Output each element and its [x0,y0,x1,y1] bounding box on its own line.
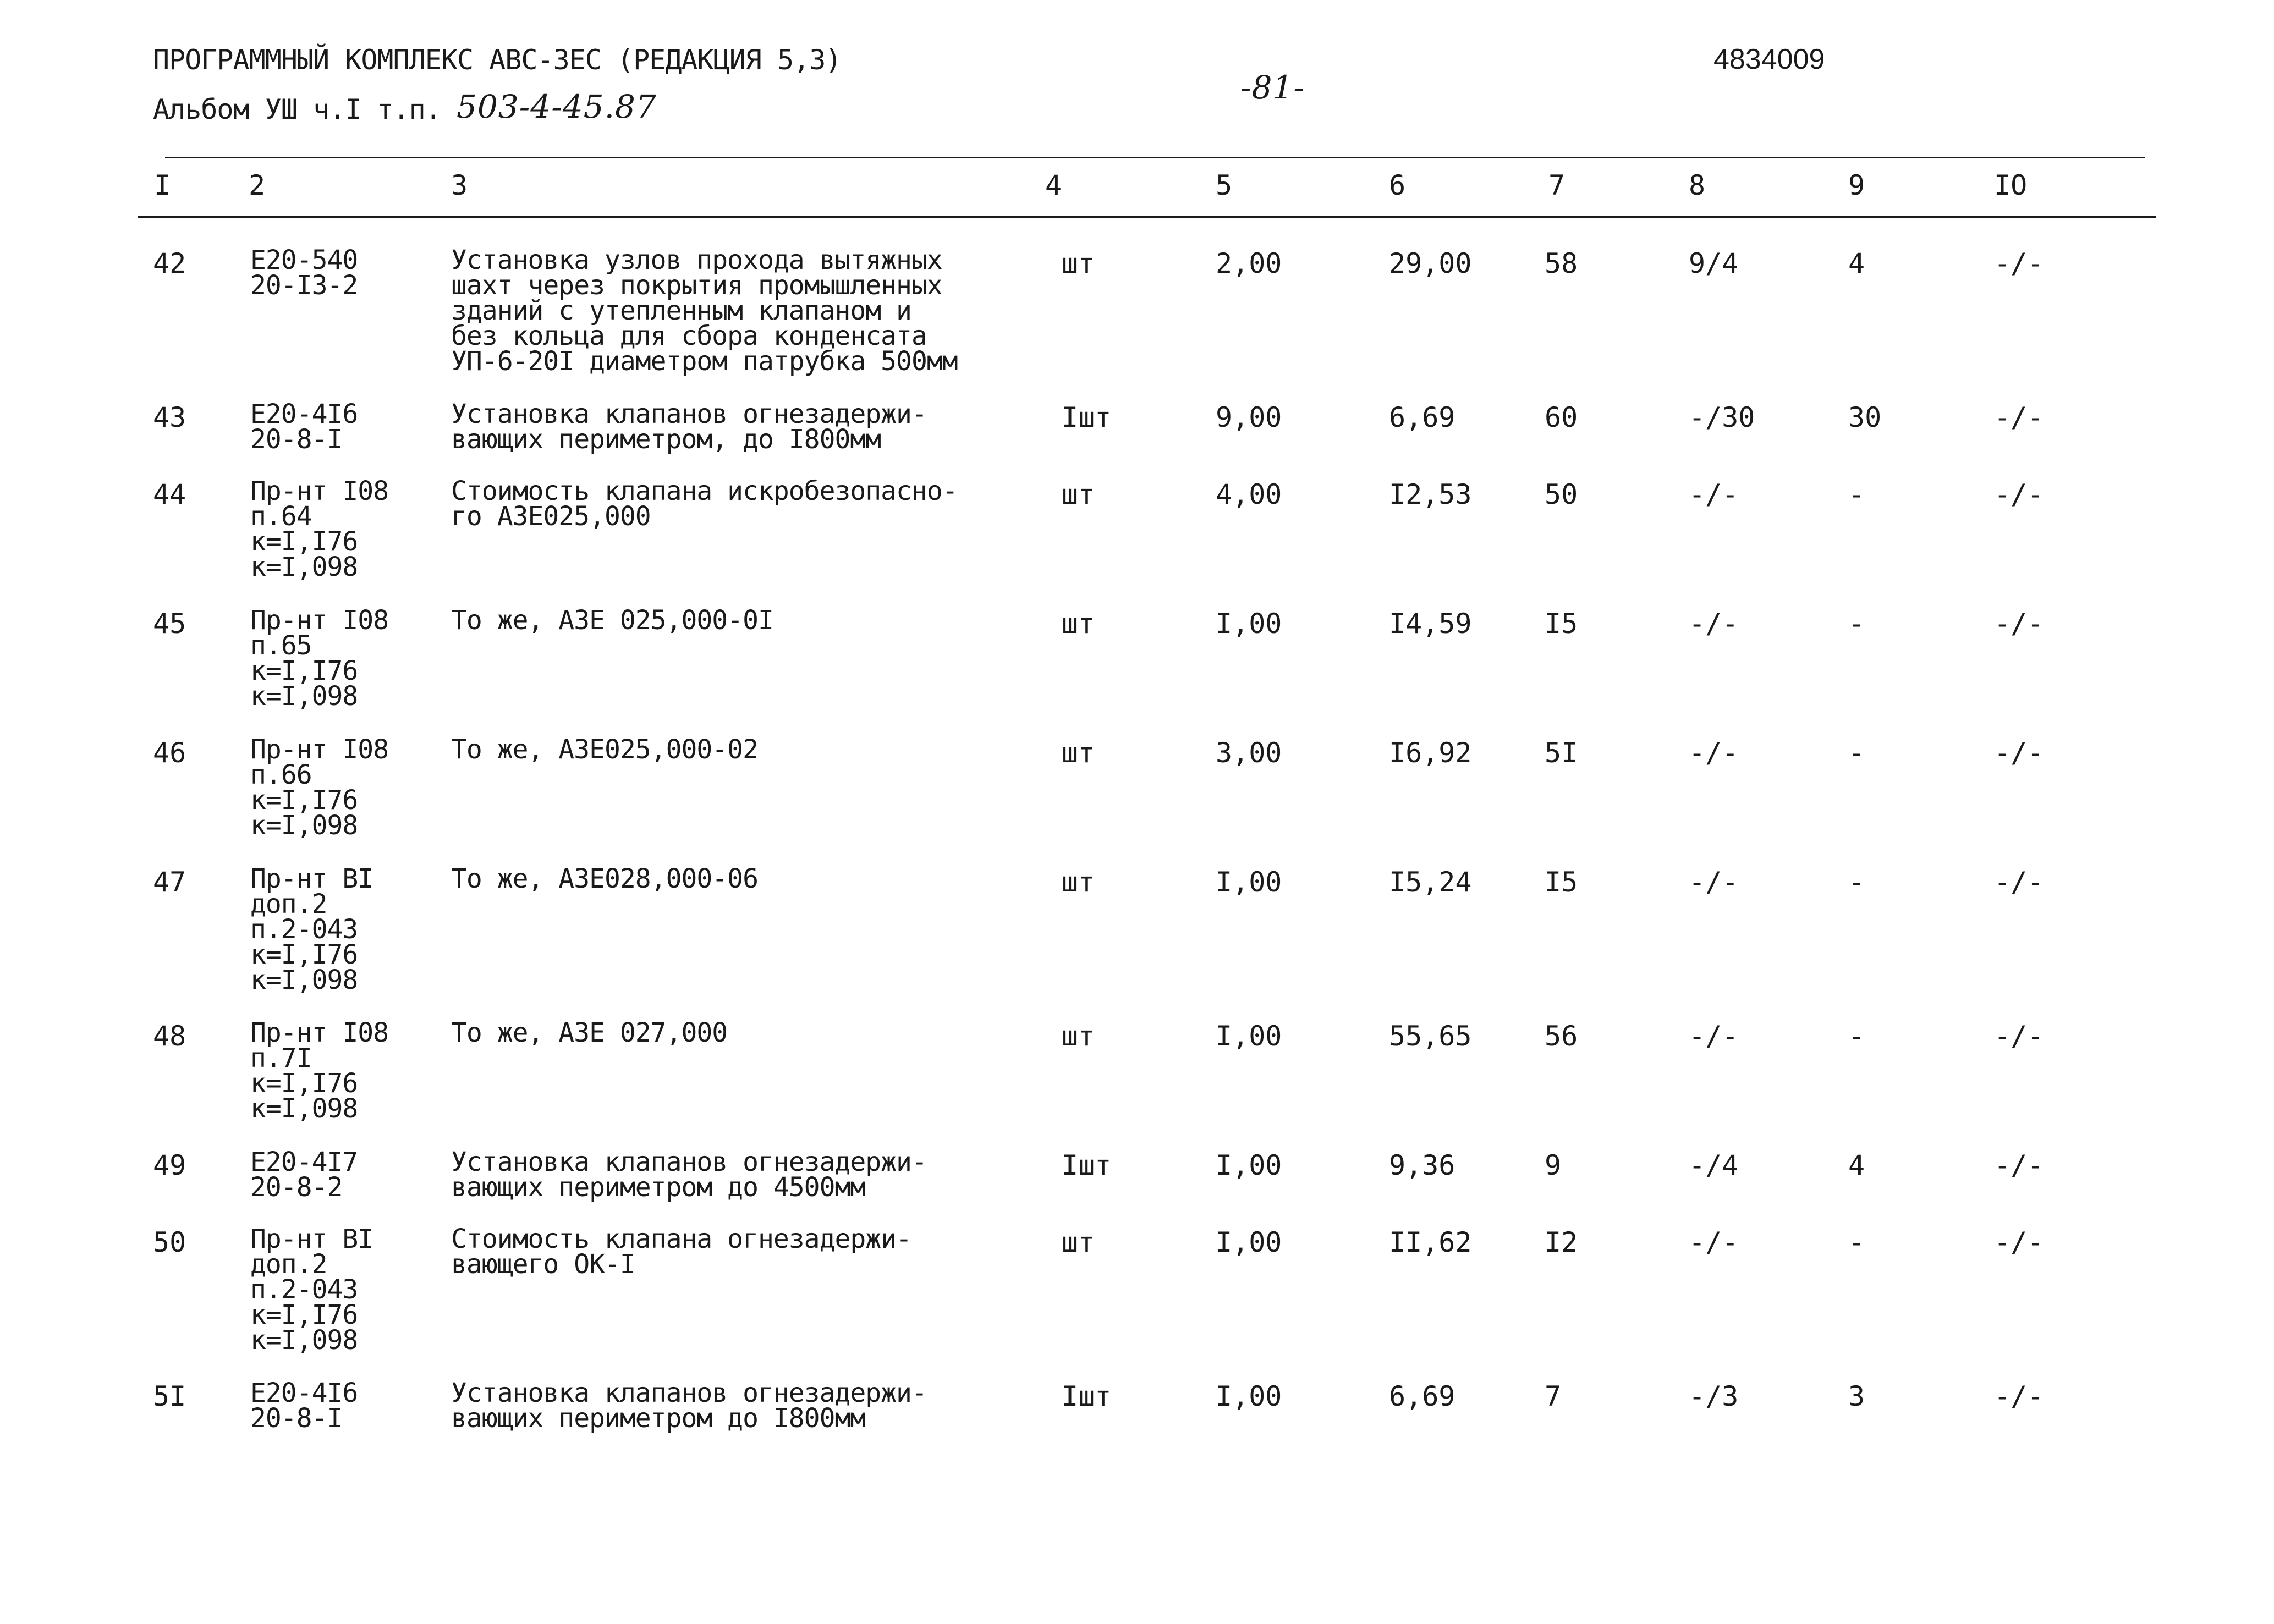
column-header-3: 3 [451,169,468,201]
row-col9: - [1848,866,1865,898]
row-quantity: I,00 [1216,608,1282,640]
row-quantity: 4,00 [1216,478,1282,510]
row-code: Пр-нт I08 п.7I к=I,I76 к=I,098 [250,1017,389,1124]
row-number: 44 [153,478,186,510]
column-header-1: I [154,169,171,201]
row-code: Пр-нт BI доп.2 п.2-043 к=I,I76 к=I,098 [250,863,373,995]
column-header-7: 7 [1548,169,1566,201]
row-total: 50 [1545,478,1578,510]
row-col10: -/- [1994,737,2044,769]
row-col8: -/- [1689,608,1739,640]
row-col9: - [1848,737,1865,769]
row-quantity: I,00 [1216,1380,1282,1412]
column-header-4: 4 [1045,169,1062,201]
row-col8: -/- [1689,478,1739,510]
column-header-8: 8 [1689,169,1706,201]
row-number: 50 [153,1226,186,1258]
row-unit: Iшт [1062,1149,1112,1181]
row-unit: шт [1062,608,1095,640]
row-number: 46 [153,737,186,769]
row-unit: шт [1062,737,1095,769]
row-code: Пр-нт I08 п.65 к=I,I76 к=I,098 [250,605,389,712]
column-header-2: 2 [249,169,266,201]
row-total: 9 [1545,1149,1562,1181]
row-unit-price: I5,24 [1389,866,1472,898]
row-col10: -/- [1994,1226,2044,1258]
row-col8: -/3 [1689,1380,1739,1412]
row-description: Установка клапанов огнезадержи- вающих периметром, до I800мм [451,399,927,455]
row-description: То же, АЗЕ 025,000-0I [451,605,773,636]
row-code: Пр-нт I08 п.64 к=I,I76 к=I,098 [250,476,389,582]
row-col10: -/- [1994,247,2044,279]
row-total: I5 [1545,866,1578,898]
row-col10: -/- [1994,478,2044,510]
album-label: Альбом УШ ч.I т.п. [153,93,441,125]
row-description: Стоимость клапана огнезадержи- вающего ОК-I [451,1224,911,1280]
row-description: Стоимость клапана искробезопасно- го АЗЕ025,000 [451,476,958,532]
row-col8: -/30 [1689,401,1755,433]
row-description: То же, АЗЕ 027,000 [451,1017,728,1048]
row-unit-price: II,62 [1389,1226,1472,1258]
row-total: 60 [1545,401,1578,433]
row-col10: -/- [1994,608,2044,640]
row-total: I2 [1545,1226,1578,1258]
row-col10: -/- [1994,1380,2044,1412]
row-total: 58 [1545,247,1578,279]
row-description: То же, АЗЕ025,000-02 [451,734,758,765]
row-unit: Iшт [1062,401,1112,433]
row-code: Е20-4I7 20-8-2 [250,1147,358,1203]
row-col9: - [1848,1226,1865,1258]
row-unit: Iшт [1062,1380,1112,1412]
row-unit: шт [1062,247,1095,279]
row-description: Установка узлов прохода вытяжных шахт через покрытия промышленных зданий с утепленным клапаном и без кольца для сбора конденсата УП-6-20I диаметром патрубка 500мм [451,245,958,377]
row-col8: 9/4 [1689,247,1739,279]
row-col10: -/- [1994,1149,2044,1181]
row-number: 5I [153,1380,186,1412]
row-unit-price: I4,59 [1389,608,1472,640]
album-reference-handwritten: 503-4-45.87 [457,88,657,125]
row-quantity: I,00 [1216,866,1282,898]
row-quantity: I,00 [1216,1149,1282,1181]
row-col10: -/- [1994,866,2044,898]
row-code: Е20-4I6 20-8-I [250,399,358,455]
row-code: Е20-540 20-I3-2 [250,245,358,301]
table-top-rule [165,157,2145,158]
row-col9: - [1848,478,1865,510]
row-quantity: I,00 [1216,1226,1282,1258]
row-unit: шт [1062,478,1095,510]
row-number: 45 [153,608,186,640]
column-header-10: IO [1994,169,2028,201]
row-quantity: 2,00 [1216,247,1282,279]
row-quantity: I,00 [1216,1020,1282,1052]
row-col9: 3 [1848,1380,1865,1412]
row-unit-price: 9,36 [1389,1149,1455,1181]
row-number: 42 [153,247,186,279]
row-code: Е20-4I6 20-8-I [250,1378,358,1434]
column-header-6: 6 [1389,169,1406,201]
row-unit-price: I2,53 [1389,478,1472,510]
column-header-9: 9 [1848,169,1865,201]
page-number: -81- [1240,69,1305,106]
column-header-5: 5 [1216,169,1233,201]
row-col9: 4 [1848,1149,1865,1181]
row-unit-price: 29,00 [1389,247,1472,279]
row-unit-price: I6,92 [1389,737,1472,769]
row-total: 5I [1545,737,1578,769]
row-unit: шт [1062,1226,1095,1258]
row-col9: 4 [1848,247,1865,279]
row-unit: шт [1062,866,1095,898]
row-total: 56 [1545,1020,1578,1052]
row-col9: - [1848,608,1865,640]
row-code: Пр-нт I08 п.66 к=I,I76 к=I,098 [250,734,389,841]
row-description: Установка клапанов огнезадержи- вающих периметром до I800мм [451,1378,927,1434]
row-col9: 30 [1848,401,1882,433]
document-title: ПРОГРАММНЫЙ КОМПЛЕКС АВС-ЗЕС (РЕДАКЦИЯ 5,3) [153,44,842,76]
row-total: I5 [1545,608,1578,640]
row-number: 48 [153,1020,186,1052]
row-code: Пр-нт BI доп.2 п.2-043 к=I,I76 к=I,098 [250,1224,373,1356]
row-col8: -/4 [1689,1149,1739,1181]
row-col10: -/- [1994,401,2044,433]
row-col9: - [1848,1020,1865,1052]
row-unit-price: 55,65 [1389,1020,1472,1052]
row-number: 43 [153,401,186,433]
row-number: 49 [153,1149,186,1181]
row-total: 7 [1545,1380,1562,1412]
row-unit-price: 6,69 [1389,401,1455,433]
row-unit: шт [1062,1020,1095,1052]
row-number: 47 [153,866,186,898]
row-col8: -/- [1689,1226,1739,1258]
row-description: Установка клапанов огнезадержи- вающих периметром до 4500мм [451,1147,927,1203]
row-col8: -/- [1689,866,1739,898]
row-description: То же, АЗЕ028,000-06 [451,863,758,894]
row-col8: -/- [1689,737,1739,769]
row-quantity: 3,00 [1216,737,1282,769]
table-header-rule [138,216,2156,218]
row-col10: -/- [1994,1020,2044,1052]
row-unit-price: 6,69 [1389,1380,1455,1412]
row-col8: -/- [1689,1020,1739,1052]
document-number: 4834009 [1713,43,1825,75]
row-quantity: 9,00 [1216,401,1282,433]
